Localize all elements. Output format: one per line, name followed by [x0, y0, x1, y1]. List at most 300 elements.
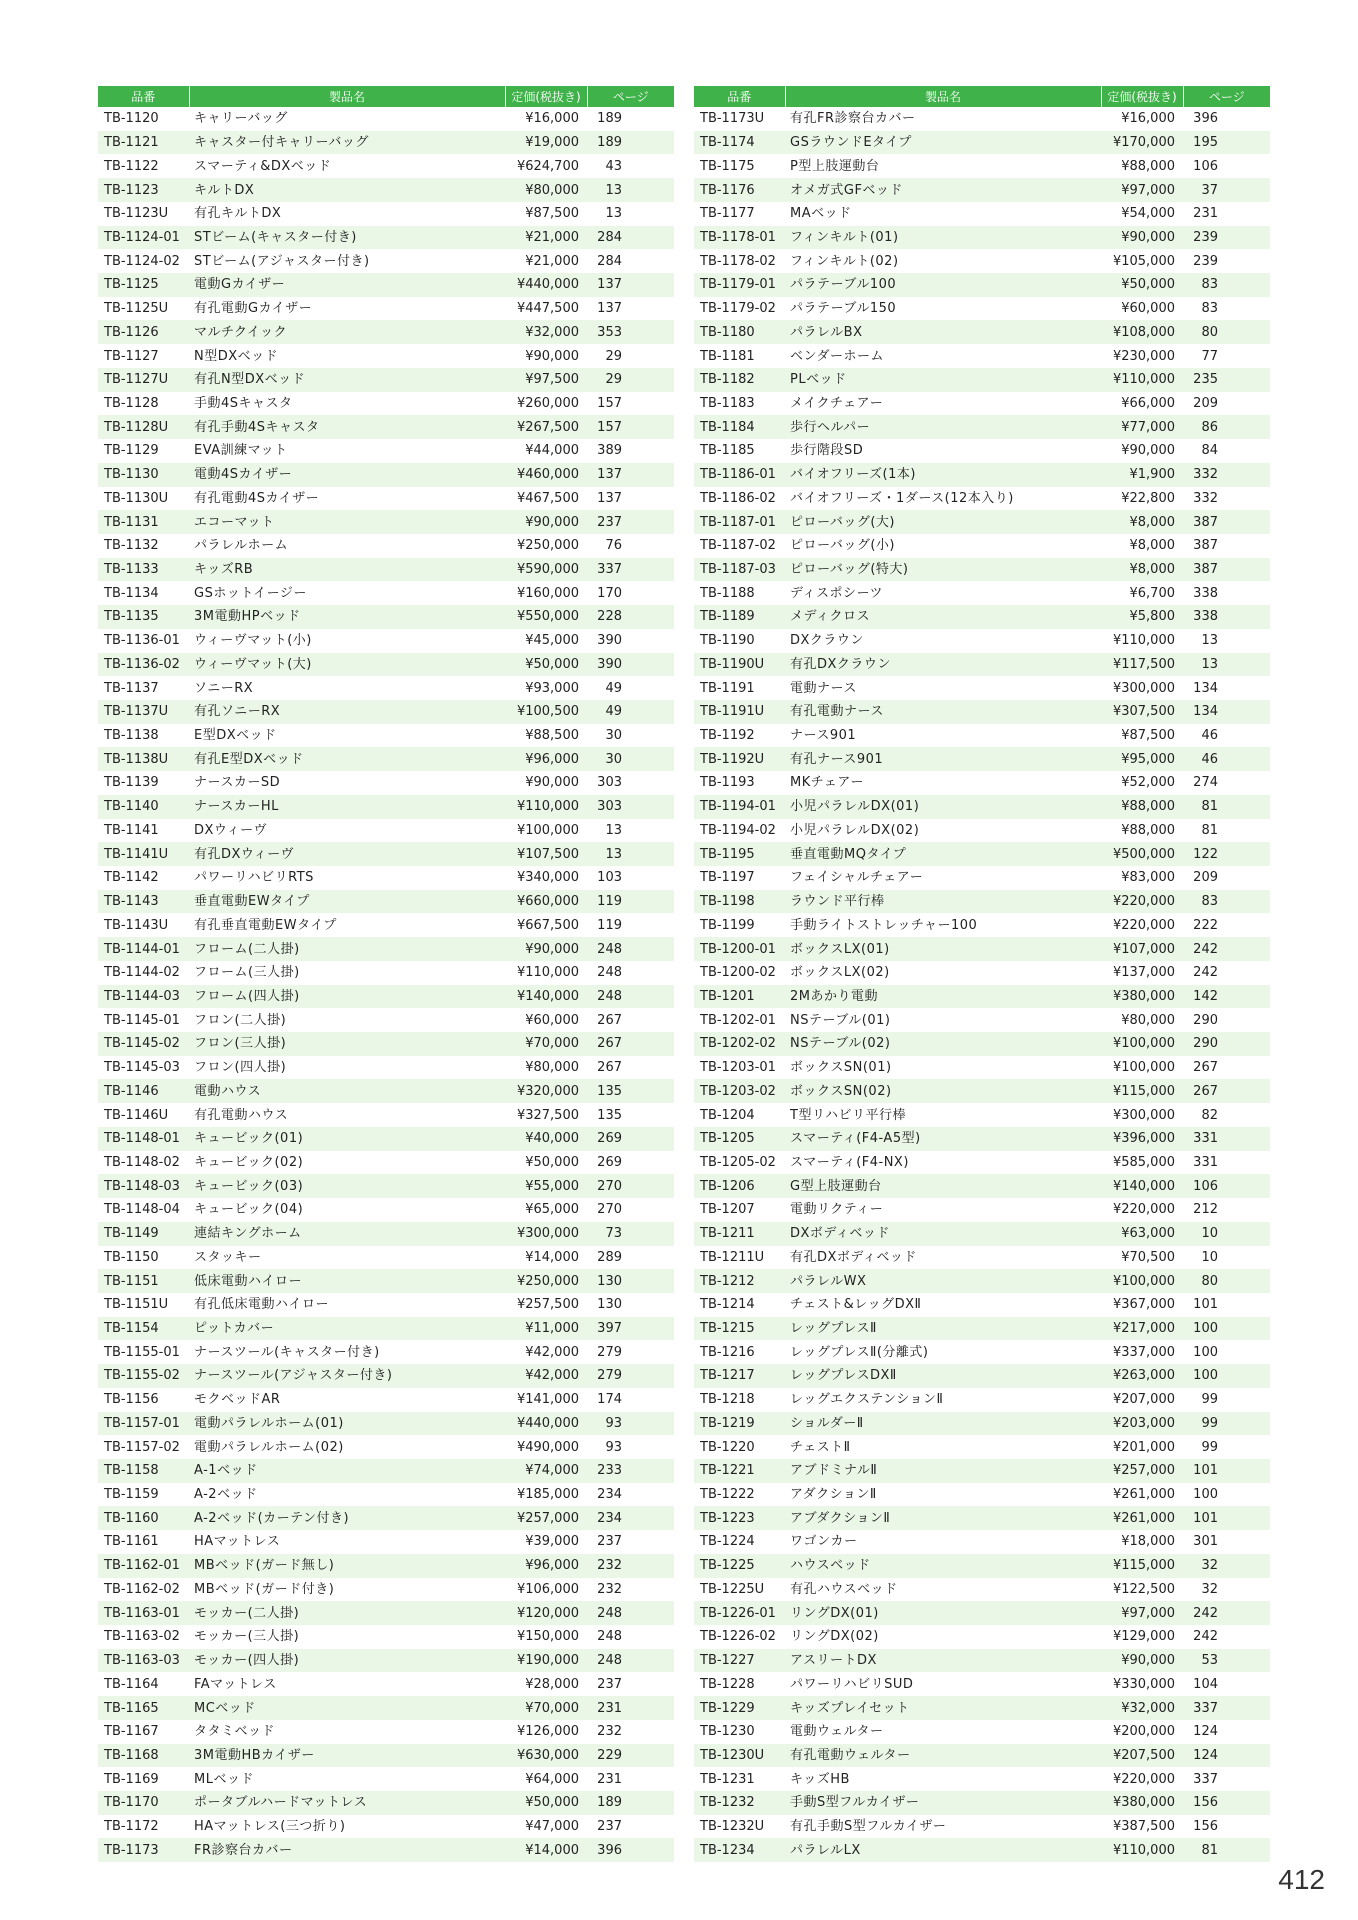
product-name: ウィーヴマット(大) [189, 653, 505, 677]
product-code: TB-1219 [694, 1412, 785, 1436]
product-code: TB-1198 [694, 890, 785, 914]
table-row [694, 700, 1270, 724]
price: ¥380,000 [1101, 985, 1183, 1009]
product-code: TB-1206 [694, 1174, 785, 1198]
product-code: TB-1207 [700, 1202, 755, 1218]
catalog-page: 135 [587, 1079, 674, 1103]
product-name: E型DXベッド [194, 728, 277, 744]
product-code: TB-1148-01 [98, 1127, 189, 1151]
catalog-page: 231 [1193, 206, 1218, 222]
product-name: 電動パラレルホーム(02) [194, 1439, 344, 1455]
product-name: ピローバッグ(特大) [785, 558, 1101, 582]
product-name: DXボディベッド [785, 1222, 1101, 1246]
catalog-page: 332 [1183, 463, 1270, 487]
catalog-page: 13 [1201, 633, 1218, 649]
product-name: MBベッド(ガード無し) [189, 1554, 505, 1578]
price: ¥250,000 [516, 538, 579, 554]
table-row [98, 1838, 674, 1862]
catalog-page: 248 [587, 1601, 674, 1625]
table-row [694, 961, 1270, 985]
table-row [694, 249, 1270, 273]
price: ¥257,000 [1101, 1459, 1183, 1483]
product-name: 有孔電動Gカイザー [194, 301, 313, 317]
price: ¥120,000 [505, 1601, 587, 1625]
catalog-page: 99 [1183, 1412, 1270, 1436]
product-code: TB-1148-04 [104, 1202, 180, 1218]
catalog-page: 76 [605, 538, 622, 554]
product-code: TB-1167 [104, 1724, 159, 1740]
product-code: TB-1168 [98, 1744, 189, 1768]
catalog-page: 235 [1183, 368, 1270, 392]
product-code: TB-1181 [700, 348, 755, 364]
product-name: エコーマット [189, 510, 505, 534]
catalog-page: 101 [1183, 1506, 1270, 1530]
price: ¥32,000 [1101, 1696, 1183, 1720]
table-row [694, 676, 1270, 700]
product-name: 有孔ソニーRX [189, 700, 505, 724]
product-code: TB-1128U [98, 415, 189, 439]
product-name: モッカー(四人掛) [189, 1649, 505, 1673]
product-code: TB-1179-02 [700, 301, 776, 317]
product-code: TB-1215 [694, 1317, 785, 1341]
price: ¥327,500 [516, 1107, 579, 1123]
catalog-page: 331 [1193, 1154, 1218, 1170]
catalog-page: 248 [587, 1649, 674, 1673]
catalog-page: 234 [587, 1506, 674, 1530]
catalog-page: 231 [597, 1771, 622, 1787]
price: ¥64,000 [525, 1771, 579, 1787]
product-code: TB-1185 [700, 443, 755, 459]
product-name: パワーリハビリSUD [790, 1676, 914, 1692]
product-code: TB-1205 [694, 1127, 785, 1151]
product-name: キッズRB [189, 558, 505, 582]
product-code: TB-1138U [98, 747, 189, 771]
price: ¥42,000 [505, 1364, 587, 1388]
product-name: FR診察台カバー [189, 1838, 505, 1862]
product-code: TB-1187-03 [694, 558, 785, 582]
catalog-page: 81 [1183, 795, 1270, 819]
price: ¥330,000 [1112, 1676, 1175, 1692]
product-code: TB-1146 [98, 1079, 189, 1103]
product-name: FAマットレス [194, 1676, 277, 1692]
price: ¥667,500 [516, 917, 579, 933]
product-code: TB-1170 [98, 1791, 189, 1815]
product-code: TB-1135 [98, 605, 189, 629]
table-row [694, 131, 1270, 155]
table-row [98, 487, 674, 511]
table-row [694, 297, 1270, 321]
product-name: 電動ウェルター [790, 1724, 884, 1740]
catalog-page: 130 [597, 1297, 622, 1313]
table-row [98, 747, 674, 771]
product-code: TB-1142 [104, 870, 159, 886]
catalog-page: 390 [587, 653, 674, 677]
catalog-page: 270 [587, 1174, 674, 1198]
product-name: ソニーRX [194, 680, 254, 696]
price: ¥220,000 [1112, 917, 1175, 933]
catalog-page: 237 [587, 510, 674, 534]
price: ¥5,800 [1101, 605, 1183, 629]
product-name: HAマットレス(三つ折り) [194, 1819, 346, 1835]
catalog-page: 242 [1193, 1629, 1218, 1645]
product-name: タタミベッド [194, 1724, 276, 1740]
table-body [694, 107, 1270, 1862]
price: ¥90,000 [505, 937, 587, 961]
table-row [98, 629, 674, 653]
product-name: ディスポシーツ [790, 585, 883, 601]
catalog-page: 195 [1183, 131, 1270, 155]
price: ¥80,000 [525, 1060, 579, 1076]
product-name: 有孔電動4Sカイザー [194, 490, 320, 506]
price: ¥203,000 [1101, 1412, 1183, 1436]
header-price: 定価(税抜き) [505, 86, 587, 107]
header-product-name: 製品名 [189, 86, 505, 107]
table-row [694, 1151, 1270, 1175]
table-row [694, 819, 1270, 843]
price: ¥129,000 [1112, 1629, 1175, 1645]
price: ¥185,000 [516, 1487, 579, 1503]
table-row [98, 1506, 674, 1530]
product-code: TB-1165 [98, 1696, 189, 1720]
price: ¥207,000 [1112, 1392, 1175, 1408]
price: ¥201,000 [1112, 1439, 1175, 1455]
table-row [694, 226, 1270, 250]
product-code: TB-1203-01 [700, 1060, 776, 1076]
product-code: TB-1193 [700, 775, 755, 791]
table-row [98, 273, 674, 297]
product-code: TB-1211U [700, 1249, 765, 1265]
product-name: マルチクイック [189, 320, 505, 344]
product-code: TB-1226-02 [700, 1629, 776, 1645]
table-row [98, 1388, 674, 1412]
catalog-page: 93 [605, 1439, 622, 1455]
table-row [694, 1198, 1270, 1222]
price-table [694, 86, 1270, 1862]
price: ¥257,500 [516, 1297, 579, 1313]
product-code: TB-1216 [700, 1344, 755, 1360]
product-code: TB-1222 [700, 1487, 755, 1503]
product-code: TB-1155-02 [98, 1364, 189, 1388]
price: ¥96,000 [505, 1554, 587, 1578]
catalog-page: 77 [1201, 348, 1218, 364]
product-name: STビーム(キャスター付き) [189, 226, 505, 250]
product-name: MBベッド(ガード付き) [194, 1581, 335, 1597]
price: ¥630,000 [505, 1744, 587, 1768]
catalog-page: 289 [597, 1249, 622, 1265]
catalog-page: 232 [597, 1724, 622, 1740]
product-code: TB-1232U [700, 1819, 765, 1835]
catalog-page: 137 [597, 301, 622, 317]
header-price: 定価(税抜き) [1101, 86, 1183, 107]
product-code: TB-1123U [104, 206, 169, 222]
table-row [694, 1317, 1270, 1341]
catalog-page: 231 [587, 1696, 674, 1720]
product-code: TB-1173 [98, 1838, 189, 1862]
product-name: モッカー(二人掛) [189, 1601, 505, 1625]
product-name: パラレルWX [785, 1269, 1101, 1293]
product-name: レッグプレスDXⅡ [785, 1364, 1101, 1388]
table-row [98, 439, 674, 463]
product-code: TB-1225U [700, 1581, 765, 1597]
product-code: TB-1149 [98, 1222, 189, 1246]
price: ¥170,000 [1101, 131, 1183, 155]
price: ¥550,000 [505, 605, 587, 629]
table-row [694, 107, 1270, 131]
price: ¥100,500 [505, 700, 587, 724]
product-code: TB-1202-02 [694, 1032, 785, 1056]
price: ¥110,000 [1101, 368, 1183, 392]
price: ¥440,000 [505, 1412, 587, 1436]
product-code: TB-1126 [98, 320, 189, 344]
product-code: TB-1179-01 [694, 273, 785, 297]
table-row [694, 534, 1270, 558]
table-row [98, 1269, 674, 1293]
catalog-page: 332 [1193, 490, 1218, 506]
catalog-page: 142 [1183, 985, 1270, 1009]
product-name: 電動ナース [790, 680, 857, 696]
catalog-page: 396 [1193, 111, 1218, 127]
price: ¥126,000 [516, 1724, 579, 1740]
product-code: TB-1220 [700, 1439, 755, 1455]
table-row [694, 202, 1270, 226]
catalog-page: 389 [597, 443, 622, 459]
price: ¥16,000 [1121, 111, 1175, 127]
price: ¥590,000 [505, 558, 587, 582]
product-code: TB-1226-01 [694, 1601, 785, 1625]
catalog-page: 397 [587, 1317, 674, 1341]
product-name: 電動パラレルホーム(01) [189, 1412, 505, 1436]
catalog-page: 100 [1183, 1364, 1270, 1388]
product-code: TB-1199 [700, 917, 755, 933]
price: ¥140,000 [505, 985, 587, 1009]
table-row [694, 795, 1270, 819]
catalog-page: 237 [597, 1676, 622, 1692]
price: ¥261,000 [1112, 1487, 1175, 1503]
product-name: 垂直電動MQタイプ [785, 842, 1101, 866]
header-code: 品番 [694, 86, 785, 107]
price: ¥190,000 [505, 1649, 587, 1673]
header-page: ページ [587, 86, 674, 107]
product-name: モッカー(三人掛) [194, 1629, 300, 1645]
table-row [694, 913, 1270, 937]
product-name: 手動4Sキャスタ [194, 395, 293, 411]
price: ¥63,000 [1101, 1222, 1183, 1246]
product-code: TB-1150 [104, 1249, 159, 1265]
table-row [694, 747, 1270, 771]
product-name: チェスト&レッグDXⅡ [790, 1297, 922, 1313]
price: ¥122,500 [1112, 1581, 1175, 1597]
product-name: 有孔DXボディベッド [790, 1249, 917, 1265]
product-name: DXウィーヴ [194, 822, 268, 838]
product-code: TB-1180 [694, 320, 785, 344]
catalog-page: 248 [587, 937, 674, 961]
price: ¥97,000 [1101, 178, 1183, 202]
price: ¥95,000 [1101, 747, 1183, 771]
price: ¥337,000 [1112, 1344, 1175, 1360]
product-name: 電動ハウス [189, 1079, 505, 1103]
product-code: TB-1227 [694, 1649, 785, 1673]
catalog-page: 303 [587, 795, 674, 819]
table-row [694, 510, 1270, 534]
price: ¥42,000 [525, 1344, 579, 1360]
product-code: TB-1194-01 [694, 795, 785, 819]
product-name: ワゴンカー [790, 1534, 858, 1550]
product-name: 有孔キルトDX [194, 206, 282, 222]
table-row [694, 1672, 1270, 1696]
catalog-page: 229 [587, 1744, 674, 1768]
catalog-page: 103 [597, 870, 622, 886]
table-row [694, 344, 1270, 368]
product-code: TB-1187-02 [700, 538, 776, 554]
product-name: チェストⅡ [790, 1439, 851, 1455]
price: ¥230,000 [1112, 348, 1175, 364]
product-name: メイクチェアー [790, 395, 884, 411]
price: ¥467,500 [516, 490, 579, 506]
product-code: TB-1230 [700, 1724, 755, 1740]
product-name: ハウスベッド [785, 1554, 1101, 1578]
price: ¥6,700 [1129, 585, 1175, 601]
product-code: TB-1161 [104, 1534, 159, 1550]
catalog-page: 337 [587, 558, 674, 582]
table-row [694, 1459, 1270, 1483]
price: ¥100,000 [1101, 1269, 1183, 1293]
table-row [98, 154, 674, 178]
catalog-page: 337 [1183, 1696, 1270, 1720]
table-row [98, 344, 674, 368]
page-number: 412 [1278, 1864, 1325, 1895]
table-row [694, 1340, 1270, 1364]
product-code: TB-1178-01 [694, 226, 785, 250]
price: ¥16,000 [525, 111, 579, 127]
product-name: 歩行階段SD [790, 443, 864, 459]
table-row [98, 1151, 674, 1175]
price: ¥50,000 [505, 653, 587, 677]
product-code: TB-1212 [694, 1269, 785, 1293]
price: ¥207,500 [1101, 1744, 1183, 1768]
table-row [694, 463, 1270, 487]
table-row [694, 1008, 1270, 1032]
table-row [694, 1744, 1270, 1768]
price: ¥107,500 [505, 842, 587, 866]
product-name: 連結キングホーム [189, 1222, 505, 1246]
product-name: DXクラウン [790, 633, 864, 649]
product-code: TB-1205-02 [700, 1154, 776, 1170]
product-code: TB-1157-02 [104, 1439, 180, 1455]
table-row [98, 937, 674, 961]
price: ¥88,500 [525, 728, 579, 744]
product-name: MCベッド [189, 1696, 505, 1720]
table-row [98, 1791, 674, 1815]
table-row [98, 202, 674, 226]
product-code: TB-1230U [694, 1744, 785, 1768]
product-name: 有孔N型DXベッド [189, 368, 505, 392]
price: ¥440,000 [505, 273, 587, 297]
product-name: スタッキー [194, 1249, 262, 1265]
product-name: 3M電動HBカイザー [189, 1744, 505, 1768]
price: ¥117,500 [1101, 653, 1183, 677]
product-name: パラレルLX [785, 1838, 1101, 1862]
price: ¥100,000 [516, 822, 579, 838]
price: ¥18,000 [1121, 1534, 1175, 1550]
table-row [694, 1625, 1270, 1649]
table-row [98, 1672, 674, 1696]
catalog-page: 242 [1193, 965, 1218, 981]
catalog-page: 157 [587, 415, 674, 439]
product-name: キュービック(03) [189, 1174, 505, 1198]
product-code: TB-1200-02 [700, 965, 776, 981]
product-code: TB-1144-02 [104, 965, 180, 981]
table-row [694, 1506, 1270, 1530]
table-row [694, 1815, 1270, 1839]
product-name: ボックスLX(01) [785, 937, 1101, 961]
catalog-page: 222 [1193, 917, 1218, 933]
product-name: 有孔垂直電動EWタイプ [194, 917, 337, 933]
product-name: フェイシャルチェアー [790, 870, 924, 886]
catalog-page: 83 [1183, 890, 1270, 914]
product-name: ポータブルハードマットレス [189, 1791, 505, 1815]
price: ¥65,000 [525, 1202, 579, 1218]
table-row [98, 297, 674, 321]
product-name: アブドミナルⅡ [785, 1459, 1101, 1483]
table-row [98, 1032, 674, 1056]
price: ¥66,000 [1121, 395, 1175, 411]
catalog-page: 10 [1201, 1249, 1218, 1265]
catalog-page: 81 [1183, 1838, 1270, 1862]
product-name: リングDX(01) [785, 1601, 1101, 1625]
product-name: N型DXベッド [194, 348, 279, 364]
product-name: キャリーバッグ [194, 111, 288, 127]
table-row [694, 1293, 1270, 1317]
product-name: MKチェアー [790, 775, 864, 791]
price: ¥44,000 [525, 443, 579, 459]
catalog-page: 13 [587, 178, 674, 202]
price: ¥660,000 [505, 890, 587, 914]
product-code: TB-1232 [694, 1791, 785, 1815]
table-row [98, 842, 674, 866]
table-row [98, 985, 674, 1009]
table-row [98, 558, 674, 582]
product-code: TB-1148-02 [104, 1154, 180, 1170]
table-row [694, 1246, 1270, 1270]
price: ¥260,000 [516, 395, 579, 411]
product-name: モクベッドAR [194, 1392, 281, 1408]
price: ¥90,000 [1101, 226, 1183, 250]
price: ¥80,000 [505, 178, 587, 202]
product-name: EVA訓練マット [194, 443, 288, 459]
table-row [694, 368, 1270, 392]
product-code: TB-1125U [104, 301, 169, 317]
catalog-page: 279 [587, 1364, 674, 1388]
product-code: TB-1132 [104, 538, 159, 554]
catalog-page: 387 [1183, 558, 1270, 582]
catalog-page: 134 [1193, 680, 1218, 696]
table-row [98, 771, 674, 795]
table-row [98, 1127, 674, 1151]
product-code: TB-1204 [700, 1107, 755, 1123]
catalog-page: 93 [587, 1412, 674, 1436]
table-row [98, 249, 674, 273]
product-name: アブダクションⅡ [785, 1506, 1101, 1530]
catalog-page: 209 [1193, 395, 1218, 411]
product-name: バイオフリーズ(1本) [785, 463, 1101, 487]
catalog-page: 80 [1183, 320, 1270, 344]
catalog-page: 353 [587, 320, 674, 344]
price: ¥110,000 [505, 795, 587, 819]
catalog-page: 209 [1193, 870, 1218, 886]
product-code: TB-1223 [694, 1506, 785, 1530]
product-name: フロン(三人掛) [189, 1032, 505, 1056]
product-name: ベンダーホーム [790, 348, 884, 364]
